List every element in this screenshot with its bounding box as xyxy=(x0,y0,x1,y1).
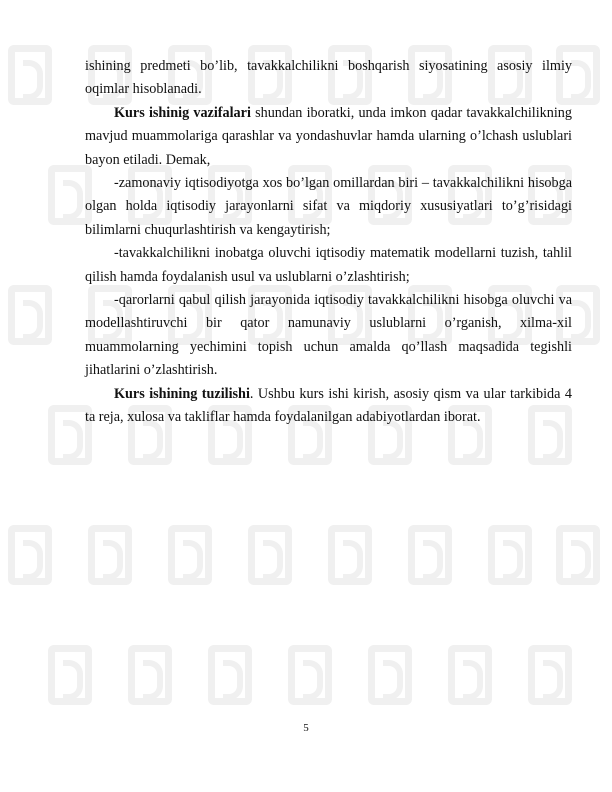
course-tasks-text: shundan iboratki, unda imkon qadar tavakkalchilikning mavjud muammolariga qarashlar va yondashuvlar hamda ularning o’lchash uslublari bayon etiladi. Demak, xyxy=(85,104,572,168)
watermark-icon xyxy=(288,645,332,705)
paragraph-course-structure xyxy=(85,383,572,430)
watermark-icon xyxy=(248,525,292,585)
watermark-icon xyxy=(208,645,252,705)
watermark-icon xyxy=(8,285,52,345)
watermark-icon xyxy=(168,525,212,585)
document-body xyxy=(85,55,572,430)
watermark-icon xyxy=(488,525,532,585)
watermark-icon xyxy=(128,645,172,705)
course-structure-text: . Ushbu kurs ishi kirish, asosiy qism va ular tarkibida 4 ta reja, xulosa va takliflar hamda foydalanilgan adabiyotlardan iborat. xyxy=(85,385,572,426)
course-structure-heading: Kurs ishining tuzilishi xyxy=(114,385,250,402)
task-item-3: -qarorlarni qabul qilish jarayonida iqtisodiy tavakkalchilikni hisobga oluvchi va modellashtiruvchi bir qator namunaviy uslublarni o’rganish, xilma-xil muammolarning yechimini topish uchun amalda qo’llash maqsadida tegishli jihatlarini o’zlashtirish. xyxy=(85,292,572,379)
watermark-icon xyxy=(48,645,92,705)
watermark-icon xyxy=(368,645,412,705)
paragraph-intro-continuation: ishining predmeti bo’lib, tavakkalchilikni boshqarish siyosatining asosiy ilmiy oqimlar hisoblanadi. xyxy=(85,58,572,98)
task-item-2: -tavakkalchilikni inobatga oluvchi iqtisodiy matematik modellarni tuzish, tahlil qilish hamda foydalanish usul va uslublarni o’zlashtirish; xyxy=(85,245,572,285)
watermark-icon xyxy=(88,525,132,585)
watermark-icon xyxy=(528,645,572,705)
watermark-icon xyxy=(328,525,372,585)
watermark-icon xyxy=(408,525,452,585)
watermark-icon xyxy=(448,645,492,705)
watermark-icon xyxy=(556,525,600,585)
course-tasks-heading: Kurs ishinig vazifalari xyxy=(114,104,251,121)
paragraph-course-tasks xyxy=(85,102,572,172)
task-item-1: -zamonaviy iqtisodiyotga xos bo’lgan omillardan biri – tavakkalchilikni hisobga olgan holda iqtisodiy jarayonlarni sifat va miqdoriy xususiyatlari to’g’risidagi bilimlarni chuqurlashtirish va kengaytirish; xyxy=(85,175,572,238)
watermark-icon xyxy=(8,45,52,105)
page-number: 5 xyxy=(303,722,309,734)
watermark-icon xyxy=(8,525,52,585)
